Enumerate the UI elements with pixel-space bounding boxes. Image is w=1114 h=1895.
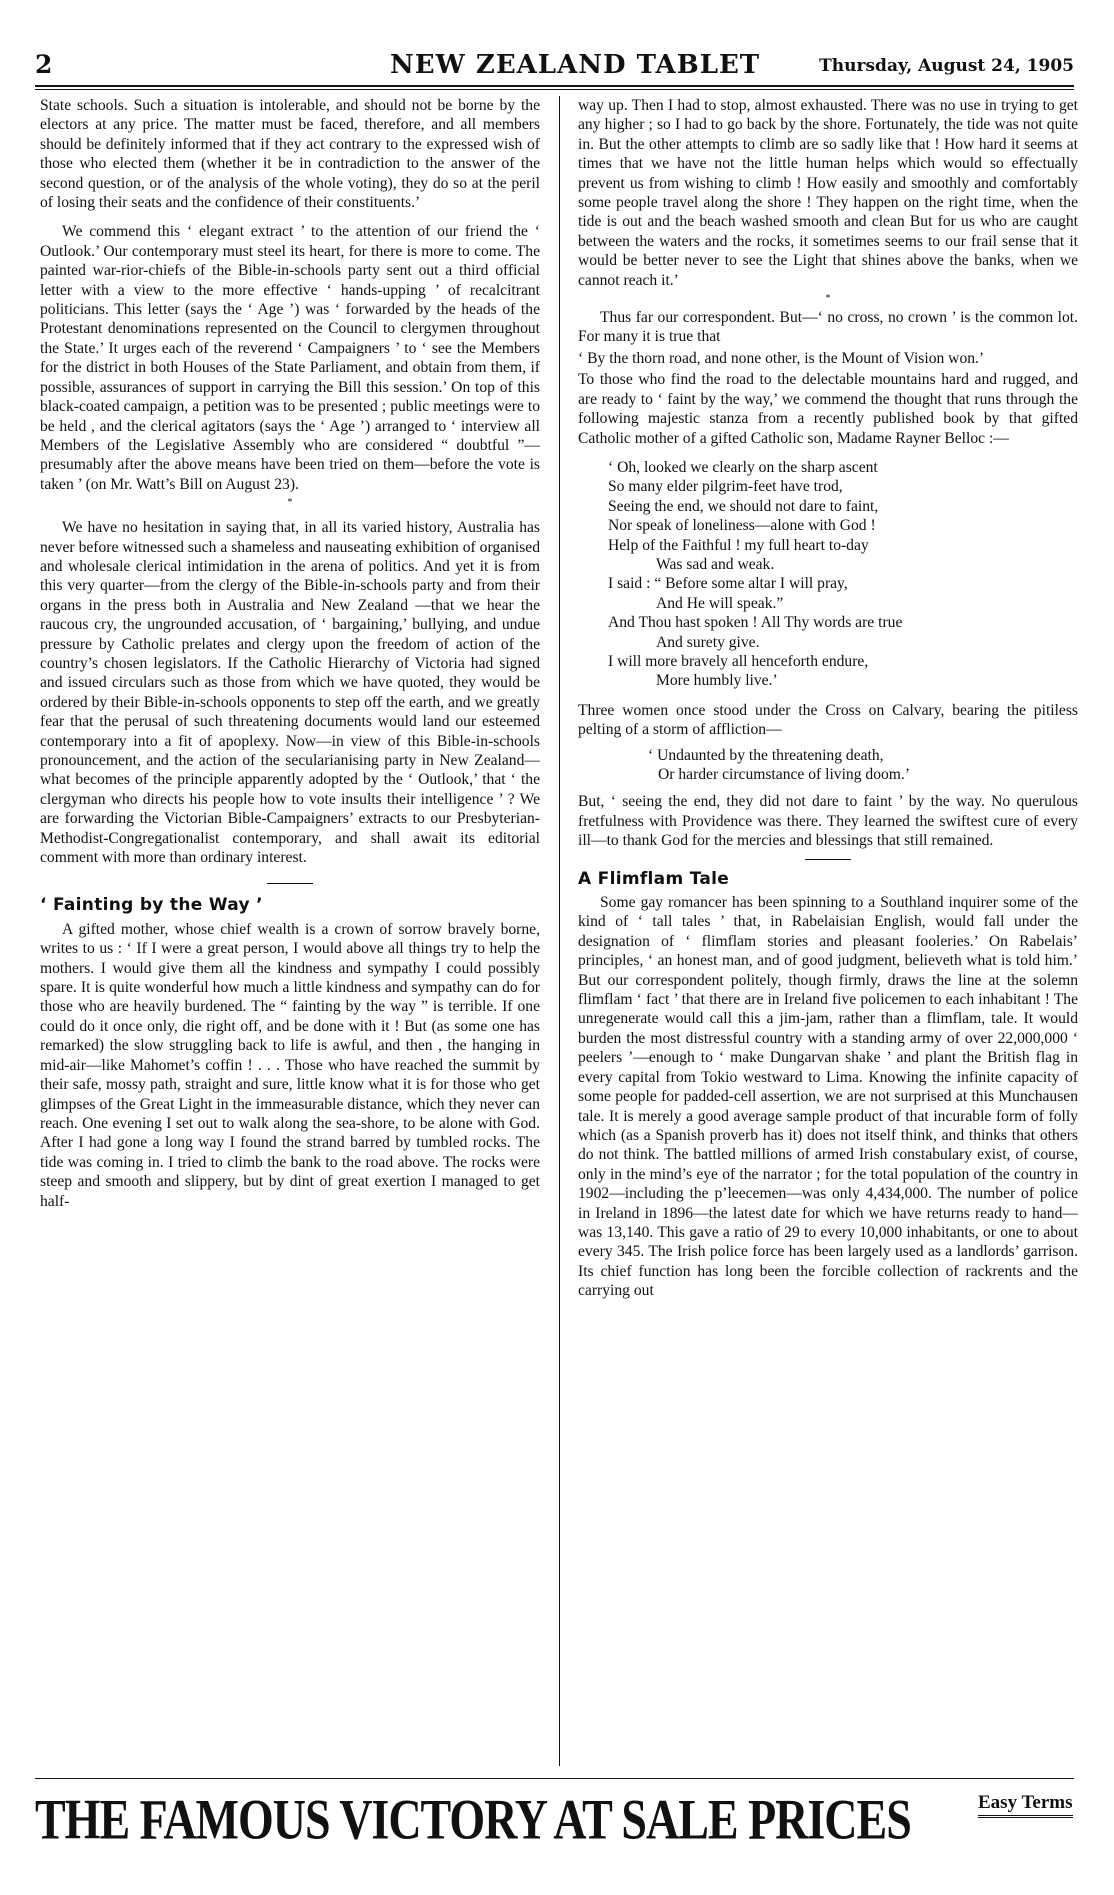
left-paragraph-1: State schools. Such a situation is intolerable, and should not be borne by the electors at any price. The matter must be faced, therefore, and all members should be definitely informed that if they act contrary to the expressed wish of those who elected them (whether it be in contradiction to the answer of the second question, or of the analysis of the whole voting), they do so at the peril of losing their seats and the confidence of their constituents.’: [40, 97, 540, 212]
right-paragraph-2: Thus far our correspondent. But—‘ no cross, no crown ’ is the common lot. For many it is true that: [578, 309, 1078, 346]
section-heading-fainting: ‘ Fainting by the Way ’: [40, 895, 263, 916]
poem-line: Seeing the end, we should not dare to faint,: [608, 497, 879, 515]
section-divider-rule: [267, 883, 313, 884]
right-paragraph-5: But, ‘ seeing the end, they did not dare to faint ’ by the way. No querulous fretfulness with Providence was there. They learned the swiftest cure of every ill—to thank God for the mercies and blessings that still remained.: [578, 793, 1078, 850]
header-rule-thick: [35, 85, 1074, 87]
poem-line: I will more bravely all henceforth endure,: [608, 652, 869, 670]
poem-line: ‘ Undaunted by the threatening death,: [648, 746, 884, 764]
masthead-title: NEW ZEALAND TABLET: [390, 50, 761, 80]
belloc-stanza: [608, 458, 1078, 691]
easy-terms-label: Easy Terms: [978, 1792, 1073, 1818]
section-heading-flimflam: A Flimflam Tale: [578, 868, 730, 889]
thorn-road-quote: ‘ By the thorn road, and none other, is the Mount of Vision won.’: [578, 349, 985, 367]
poem-line: More humbly live.’: [656, 672, 778, 690]
poem-line: Was sad and weak.: [656, 555, 775, 573]
right-paragraph-6: Some gay romancer has been spinning to a Southland inquirer some of the kind of ‘ tall tales ’ that, in Rabelaisian English, would fall under the designation of ‘ flimflam stories and pleasant fooleries.’ On Rabelais’ principles, ‘ an honest man, and of good judgment, believeth what is told him.’ But our correspondent politely, though firmly, draws the line at the solemn flimflam ‘ fact ’ that there are in Ireland five policemen to each inhabitant ! The unregenerate would call this a jim-jam, rather than a flimflam, tale. It would burden the most distressful country with a standing army of over 22,000,000 ‘ peelers ’—enough to ‘ make Dungarvan shake ’ and plant the British flag in every capital from Tokio westward to Lima. Knowing the infinite capacity of some people for padded-cell assertion, we are not surprised at this Munchausen tale. It is merely a good average sample product of that incurable form of folly which (as a Spanish proverb has it) does not itself think, and thinks that others do not think. The battled millions of armed Irish constabulary exist, of course, only in the mind’s eye of the narrator ; for the total population of the country in 1902—including the p’leecemen—was only 4,434,000. The number of police in Ireland in 1896—the latest date for which we have returns ready to hand—was 13,140. This gave a ratio of 29 to every 10,000 inhabitants, or one to about every 345. The Irish police force has been largely used as a landlords’ garrison. Its chief function has long been the forcible collection of rackrents and the carrying out: [578, 894, 1078, 1300]
poem-line: I said : “ Before some altar I will pray,: [608, 575, 848, 593]
poem-line: Nor speak of loneliness—alone with God !: [608, 517, 876, 535]
right-paragraph-4: Three women once stood under the Cross on Calvary, bearing the pitiless pelting of a storm of affliction—: [578, 701, 1078, 739]
column-divider: [559, 96, 560, 1766]
left-paragraph-3: We have no hesitation in saying that, in all its varied history, Australia has never before witnessed such a shameless and nauseating exhibition of organised and wholesale clerical intimidation in the arena of politics. And yet it is from this very quarter—from the clergy of the Bible-in-schools party and from their organs in the press both in Australia and New Zealand —that we hear the raucous cry, the ungrounded accusation, of ‘ bargaining,’ bullying, and undue pressure by Catholic prelates and clergy upon the freedom of action of the country’s chosen legislators. If the Catholic Hierarchy of Victoria had signed and issued circulars such as those from which we have quoted, they would be ordered by their Bible-in-schools opponents to step off the earth, and we greatly fear that the perusal of such threatening documents would land our esteemed contemporary into a fit of apoplexy. Now—in view of this Bible-in-schools pronouncement, and the action of the secularianising party in New Zealand—what becomes of the principle apparently adopted by the ‘ Outlook,’ that ‘ the clergyman who directs his people how to vote insults their intelligence ’ ? We are forwarding the Victorian Bible-Campaigners’ extracts to our Presbyterian-Methodist-Congregationalist contemporary, and shall await its editorial comment with more than ordinary interest.: [40, 519, 540, 867]
poem-line: And surety give.: [656, 633, 760, 651]
page-number: 2: [35, 50, 53, 79]
undaunted-quote: [648, 746, 1078, 785]
footer-rule: [35, 1778, 1074, 1779]
right-column: [578, 96, 1078, 1771]
poem-line: Or harder circumstance of living doom.’: [658, 766, 911, 783]
section-divider-rule: [805, 859, 851, 860]
header-rule-thin: [35, 89, 1074, 90]
issue-date: Thursday, August 24, 1905: [819, 56, 1074, 76]
right-paragraph-3: To those who find the road to the delectable mountains hard and rugged, and are ready to ‘ faint by the way,’ we commend the thought that runs through the following majestic stanza from a recently published book by that gifted Catholic mother of a gifted Catholic son, Madame Rayner Belloc :—: [578, 371, 1078, 447]
left-column: [40, 96, 540, 1771]
right-paragraph-1: way up. Then I had to stop, almost exhausted. There was no use in trying to get any higher ; so I had to go back by the shore. Fortunately, the tide was not quite in. But the other attempts to climb are so sadly like that ! How hard it seems at times that we have not the little human helps which would so effectually prevent us from wishing to climb ! How easily and smoothly and comfortably some people travel along the shore ! They happen on the right time, when the tide is out and the beach washed smooth and clean But for us who are caught between the waters and the rocks, it sometimes seems to our frail sense that it would be better never to see the Light that shines above the banks, when we cannot reach it.’: [578, 97, 1078, 289]
poem-line: Help of the Faithful ! my full heart to-day: [608, 536, 869, 554]
section-star-divider: *: [287, 497, 293, 509]
poem-line: So many elder pilgrim-feet have trod,: [608, 478, 843, 496]
section-star-divider: *: [825, 293, 831, 305]
left-paragraph-2: We commend this ‘ elegant extract ’ to the attention of our friend the ‘ Outlook.’ Our contemporary must steel its heart, for there is more to come. The painted war-rior-chiefs of the Bible-in-schools party sent out a third official letter with a view to the more effective ‘ hands-upping ’ of recalcitrant politicians. This letter (says the ‘ Age ’) was ‘ forwarded by the heads of the Protestant denominations represented on the Council to clergymen throughout the State.’ It urges each of the reverend ‘ Campaigners ’ to ‘ see the Members for the district in both Houses of the State Parliament, and obtain from them, if possible, assurances of support in carrying the Bill this session.’ On top of this black-coated campaign, a petition was to be presented ; public meetings were to be held , and the clerical agitators (says the ‘ Age ’) arranged to ‘ interview all Members of the Legislative Assembly who are considered “ doubtful ”—presumably after the above means have been tried on them—before the vote is taken ’ (on Mr. Watt’s Bill on August 23).: [40, 223, 540, 493]
poem-line: And Thou hast spoken ! All Thy words are true: [608, 614, 903, 632]
page-header: [35, 50, 1074, 84]
poem-line: ‘ Oh, looked we clearly on the sharp ascent: [608, 458, 878, 476]
poem-line: And He will speak.”: [656, 594, 784, 612]
left-paragraph-4: A gifted mother, whose chief wealth is a crown of sorrow bravely borne, writes to us : ‘ If I were a great person, I would above all things try to help the mothers. I would give them all the kindness and sympathy I could possibly spare. It is quite wonderful how much a little kindness and sympathy can do for those who are heavily burdened. The “ fainting by the way ” is terrible. If one could do it once only, die right off, and be done with it ! But (as some one has remarked) the slow struggling back to life is awful, and then , the hanging in mid-air—like Mahomet’s coffin ! . . . Those who have reached the summit by their safe, mossy path, straight and sure, little know what it is for those who get glimpses of the Great Light in the immeasurable distance, which they never can reach. One evening I set out to walk along the sea-shore, to be alone with God. After I had gone a long way I found the strand barred by tumbled rocks. The tide was coming in. I tried to climb the bank to the road above. The rocks were steep and smooth and slippery, but by dint of great exertion I managed to get half-: [40, 920, 540, 1210]
advert-banner: THE FAMOUS VICTORY AT SALE PRICES: [35, 1787, 911, 1851]
